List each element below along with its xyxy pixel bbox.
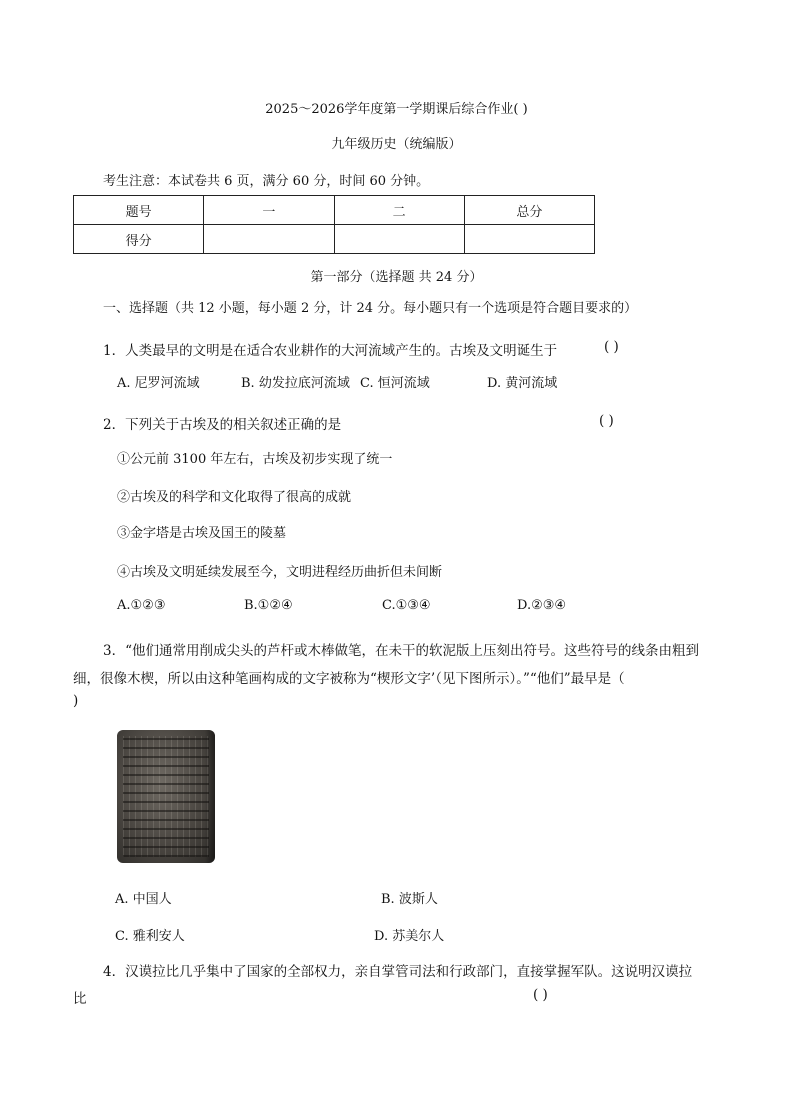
question-3-option-a[interactable]: A. 中国人 — [115, 892, 172, 907]
question-1-option-a[interactable]: A. 尼罗河流域 — [117, 376, 200, 391]
question-3-option-d[interactable]: D. 苏美尔人 — [374, 929, 445, 944]
question-4-answer-paren[interactable]: ( ) — [533, 987, 548, 1003]
question-4-stem-line-1: 4．汉谟拉比几乎集中了国家的全部权力，亲自掌管司法和行政部门，直接掌握军队。这说明汉谟拉 — [103, 964, 693, 980]
exam-notice: 考生注意：本试卷共 6 页，满分 60 分，时间 60 分钟。 — [103, 174, 430, 189]
score-table-header: 二 — [334, 196, 464, 225]
score-table — [73, 195, 595, 254]
score-table-header-row — [74, 196, 595, 225]
question-2-option-d[interactable]: D.②③④ — [517, 598, 567, 613]
question-1-option-b[interactable]: B. 幼发拉底河流域 — [241, 376, 350, 391]
question-2-answer-paren[interactable]: ( ) — [599, 413, 614, 429]
score-table-row — [74, 225, 595, 254]
question-1-answer-paren[interactable]: ( ) — [604, 339, 619, 355]
question-1-option-c[interactable]: C. 恒河流域 — [360, 376, 430, 391]
question-1-stem: 1．人类最早的文明是在适合农业耕作的大河流域产生的。古埃及文明诞生于 — [103, 343, 558, 359]
question-3-option-c[interactable]: C. 雅利安人 — [115, 929, 185, 944]
score-row-label: 得分 — [74, 225, 204, 254]
question-3-stem-line-1: 3．“他们通常用削成尖头的芦杆或木棒做笔，在未干的软泥版上压刻出符号。这些符号的线条由粗到 — [103, 643, 699, 659]
question-4-stem-line-2: 比 — [73, 991, 87, 1007]
question-2-statement-1: ①公元前 3100 年左右，古埃及初步实现了统一 — [117, 452, 393, 467]
question-2-option-a[interactable]: A.①②③ — [117, 598, 166, 613]
question-2-stem: 2．下列关于古埃及的相关叙述正确的是 — [103, 417, 342, 433]
question-3-stem-line-3: ) — [73, 693, 79, 709]
document-subtitle: 九年级历史（统编版） — [331, 137, 462, 152]
score-cell[interactable] — [464, 225, 594, 254]
question-2-option-b[interactable]: B.①②④ — [244, 598, 293, 613]
cuneiform-tablet-image — [117, 730, 215, 863]
question-3-option-b[interactable]: B. 波斯人 — [381, 892, 438, 907]
question-2-statement-2: ②古埃及的科学和文化取得了很高的成就 — [117, 490, 352, 505]
score-table-header: 总分 — [464, 196, 594, 225]
section-instruction: 一、选择题（共 12 小题，每小题 2 分，计 24 分。每小题只有一个选项是符合题目要求的） — [103, 301, 638, 316]
score-cell[interactable] — [334, 225, 464, 254]
question-3-stem-line-2: 细，很像木楔，所以由这种笔画构成的文字被称为“楔形文字’（见下图所示）。”“他们”最早是（ — [73, 671, 625, 687]
question-2-statement-4: ④古埃及文明延续发展至今，文明进程经历曲折但未间断 — [117, 565, 443, 580]
question-2-statement-3: ③金字塔是古埃及国王的陵墓 — [117, 526, 287, 541]
score-table-header: 一 — [204, 196, 334, 225]
document-title: 2025～2026学年度第一学期课后综合作业( ) — [265, 102, 528, 117]
question-1-option-d[interactable]: D. 黄河流域 — [487, 376, 558, 391]
score-cell[interactable] — [204, 225, 334, 254]
section-title: 第一部分（选择题 共 24 分） — [310, 270, 483, 285]
question-2-option-c[interactable]: C.①③④ — [382, 598, 431, 613]
score-table-header: 题号 — [74, 196, 204, 225]
